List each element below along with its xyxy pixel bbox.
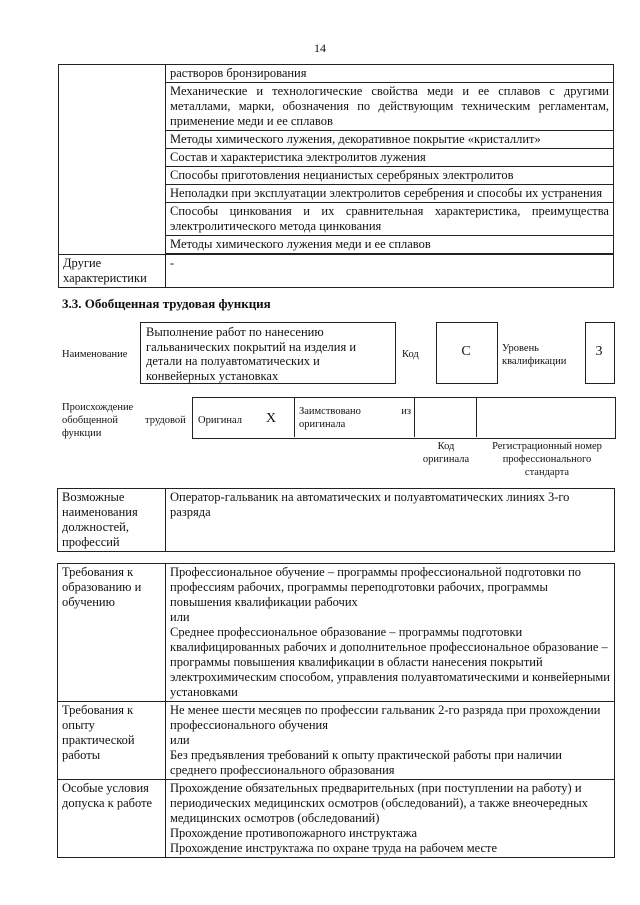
education-line: Профессиональное обучение – программы профессиональной подготовки по профессиям рабочих, программы переподготовки рабочих, программы повышения квалификации рабочих: [170, 565, 582, 609]
experience-label: Требования к опыту практической работы: [58, 702, 166, 780]
admission-label: Особые условия допуска к работе: [58, 780, 166, 858]
knowledge-row: растворов бронзирования: [166, 65, 614, 83]
positions-label: Возможные наименования должностей, профессий: [58, 489, 166, 552]
level-label: Уровень квалификации: [502, 343, 567, 367]
admission-line: Прохождение противопожарного инструктажа: [170, 826, 418, 840]
level-value: 3: [595, 344, 603, 359]
page-number: 14: [314, 41, 326, 55]
other-characteristics-value: -: [166, 254, 614, 287]
borrowed-label: Заимствовано из оригинала: [299, 406, 411, 430]
experience-line: Не менее шести месяцев по профессии гальваник 2-го разряда при прохождении профессионального обучения: [170, 703, 601, 732]
education-value: [166, 564, 615, 702]
knowledge-row: Методы химического лужения меди и ее сплавов: [166, 236, 614, 255]
experience-line: или: [170, 733, 190, 747]
original-label: Оригинал: [198, 415, 242, 426]
knowledge-label-cell: [59, 65, 166, 255]
experience-line: Без предъявления требований к опыту практической работы при наличии среднего профессионального образования: [170, 748, 562, 777]
knowledge-table: [58, 64, 614, 288]
knowledge-row: Механические и технологические свойства меди и ее сплавов с другими металлами, марки, обозначения по действующим техническим регламентам, применение меди и ее сплавов: [166, 83, 614, 131]
origin-divider-3: [414, 397, 477, 437]
section-heading: 3.3. Обобщенная трудовая функция: [62, 296, 271, 311]
original-mark: X: [266, 411, 277, 426]
name-label: Наименование: [62, 349, 128, 360]
knowledge-row: Методы химического лужения, декоративное покрытие «кристаллит»: [166, 131, 614, 149]
education-line: или: [170, 610, 190, 624]
code-label: Код: [402, 349, 419, 360]
name-value: Выполнение работ по нанесению гальванических покрытий на изделия и детали на полуавтоматических и конвейерных установках: [146, 325, 357, 383]
origin-label: Происхождение обобщенной функции: [62, 402, 134, 439]
other-characteristics-label: Другие характеристики: [59, 254, 166, 287]
admission-line: Прохождение обязательных предварительных (при поступлении на работу) и периодических медицинских осмотров (обследований), а также внеочередных медицинских осмотров (обследований): [170, 781, 588, 825]
requirements-table: [57, 563, 615, 858]
origin-label-word: трудовой: [145, 415, 186, 426]
admission-line: Прохождение инструктажа по охране труда на рабочем месте: [170, 841, 498, 855]
knowledge-row: Способы приготовления нецианистых серебряных электролитов: [166, 167, 614, 185]
knowledge-row: Неполадки при эксплуатации электролитов серебрения и способы их устранения: [166, 185, 614, 203]
education-label: Требования к образованию и обучению: [58, 564, 166, 702]
code-original-label: Код оригинала: [422, 441, 470, 465]
reg-number-label: Регистрационный номер профессионального стандарта: [492, 441, 602, 478]
code-value: C: [461, 344, 471, 359]
positions-table: [57, 488, 615, 552]
experience-value: [166, 702, 615, 780]
knowledge-row: Способы цинкования и их сравнительная характеристика, преимущества электролитического метода цинкования: [166, 203, 614, 236]
knowledge-row: Состав и характеристика электролитов лужения: [166, 149, 614, 167]
positions-value: Оператор-гальваник на автоматических и полуавтоматических линиях 3-го разряда: [166, 489, 615, 552]
education-line: Среднее профессиональное образование – программы подготовки квалифицированных рабочих и дополнительное профессиональное образование – программы повышения квалификации в области нанесения покрытий электрохимическим способом, управления полуавтоматическими и конвейерными установками: [170, 625, 610, 699]
admission-value: [166, 780, 615, 858]
